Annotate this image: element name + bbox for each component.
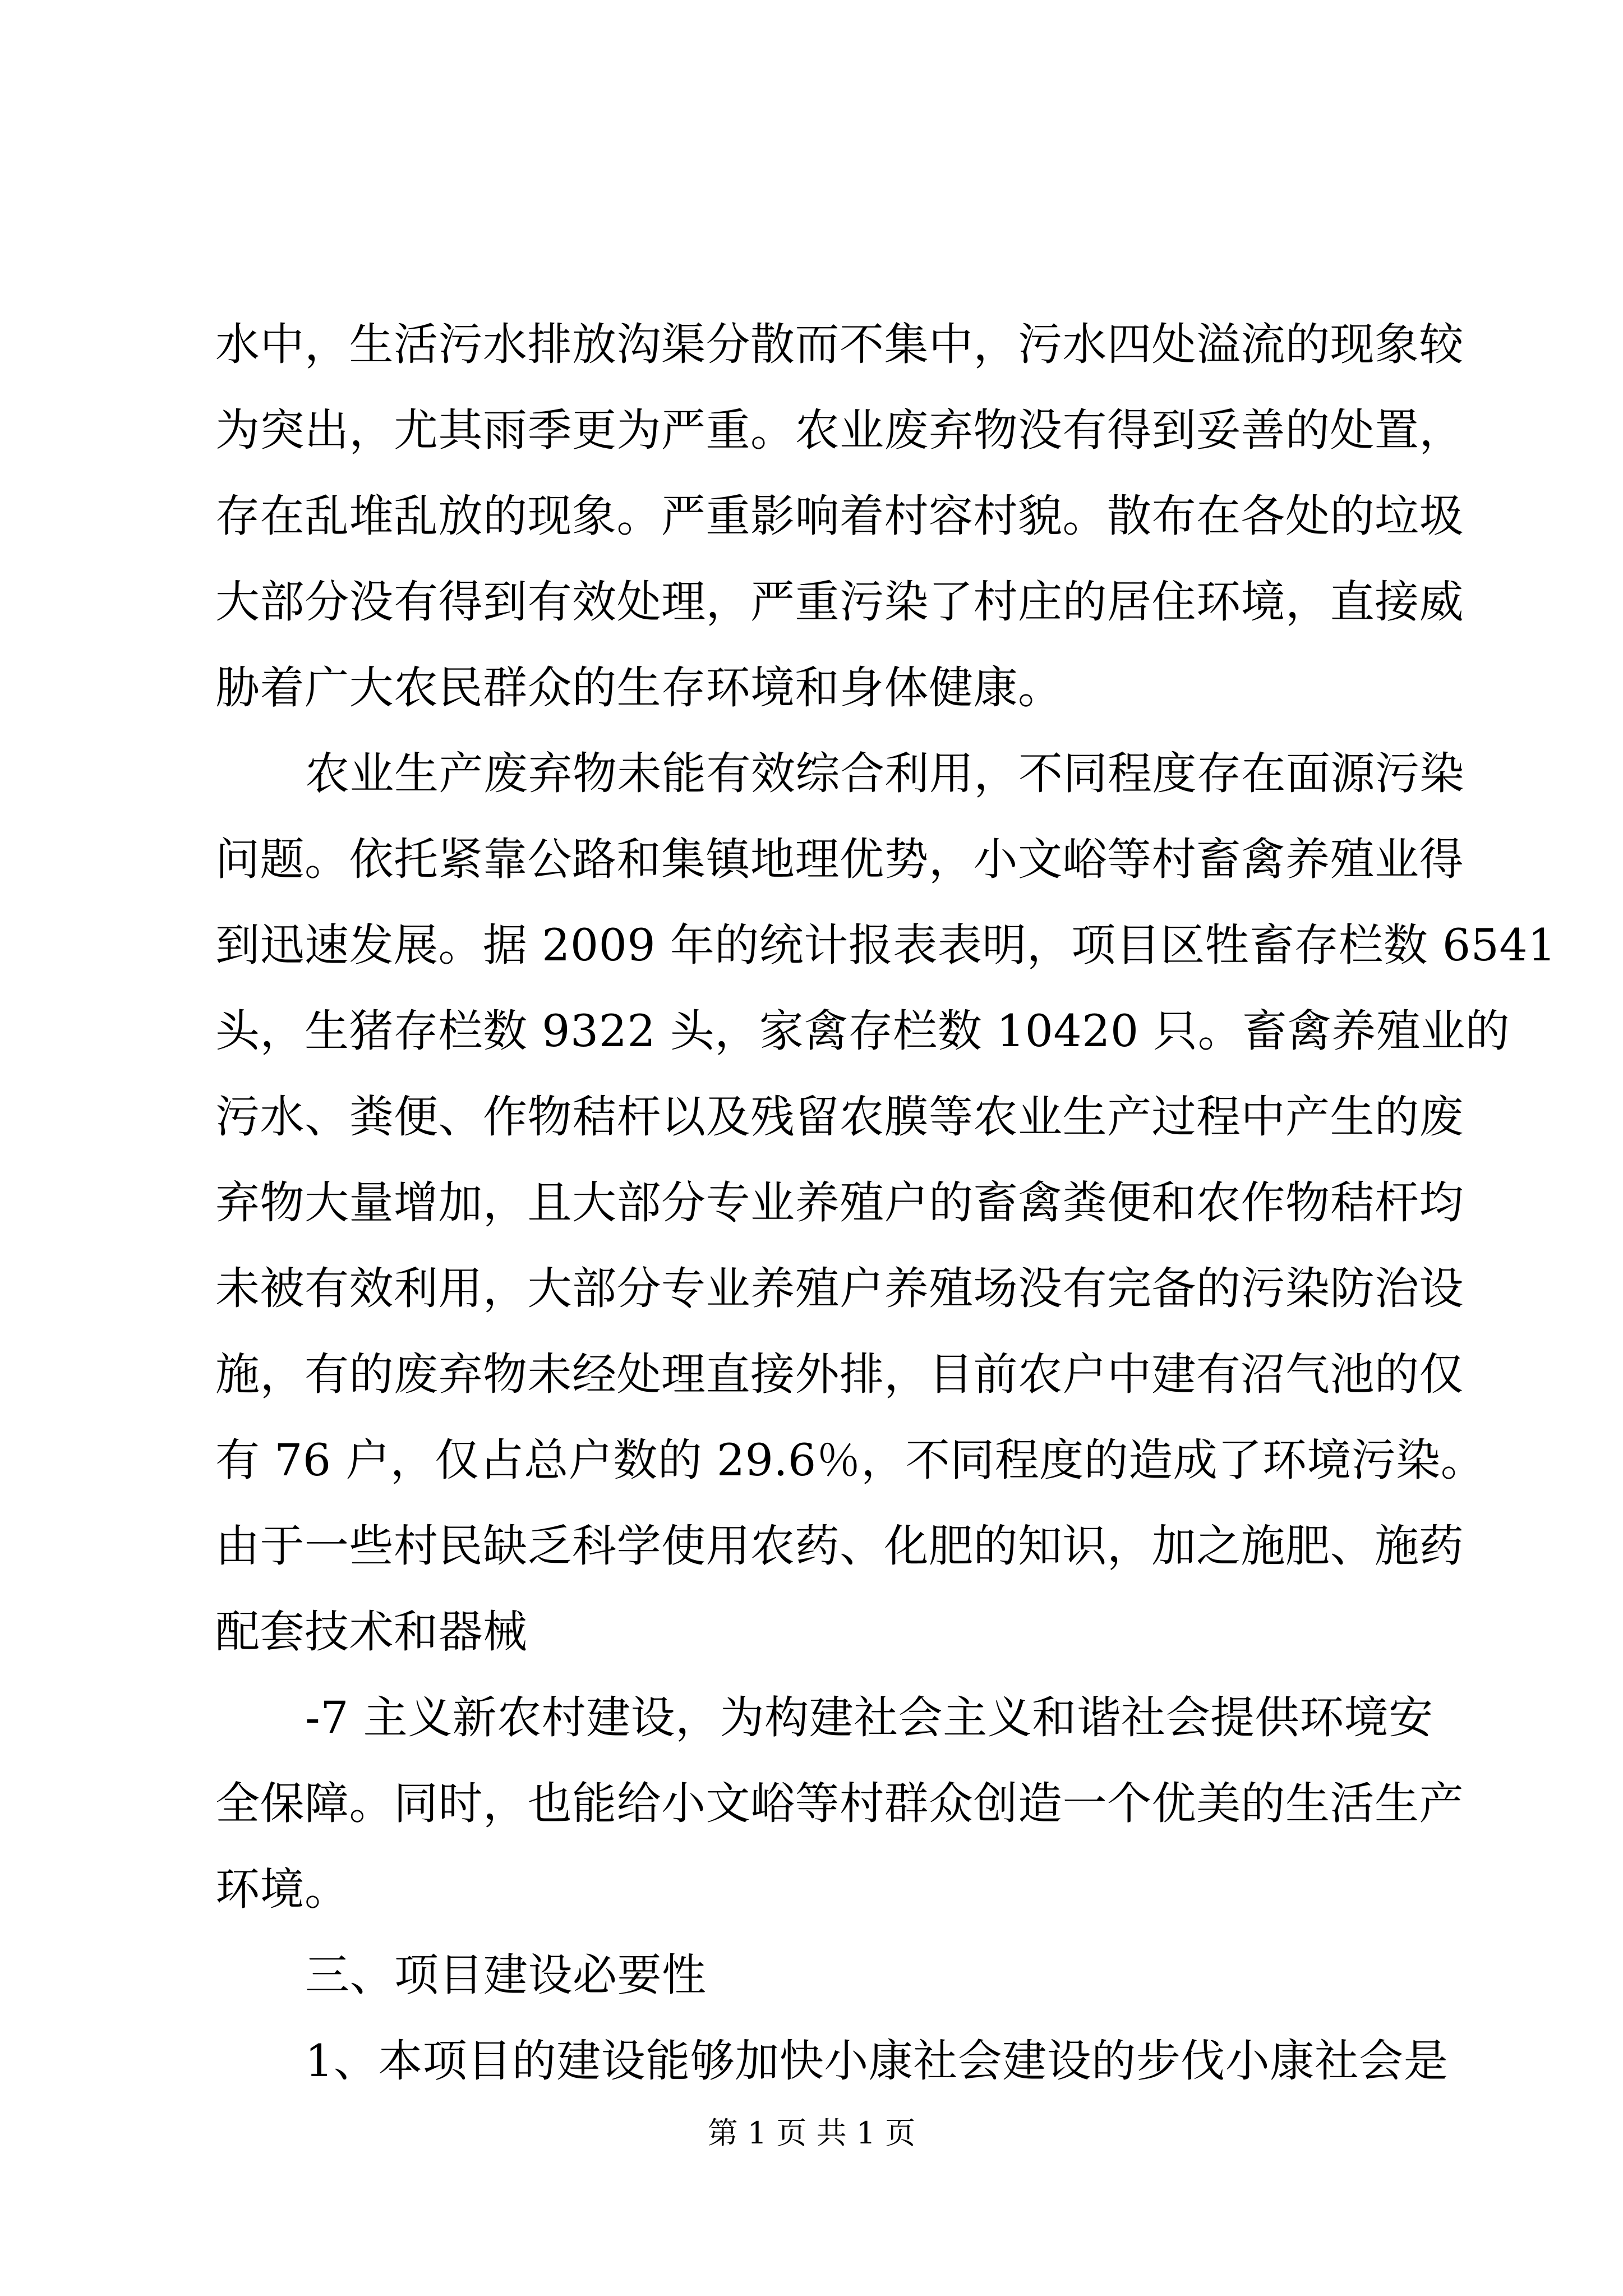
text-line: 大部分没有得到有效处理，严重污染了村庄的居住环境，直接威 bbox=[215, 576, 1464, 628]
text-line: 环境。 bbox=[215, 1864, 349, 1915]
document-body bbox=[215, 302, 1556, 2104]
text-line: 头，生猪存栏数 9322 头，家禽存栏数 10420 只。畜禽养殖业的 bbox=[215, 1005, 1510, 1057]
text-line: 全保障。同时，也能给小文峪等村群众创造一个优美的生活生产 bbox=[215, 1778, 1464, 1829]
text-line: 存在乱堆乱放的现象。严重影响着村容村貌。散布在各处的垃圾 bbox=[215, 490, 1464, 542]
text-line: 由于一些村民缺乏科学使用农药、化肥的知识，加之施肥、施药 bbox=[215, 1520, 1464, 1572]
paragraph-first-line: 农业生产废弃物未能有效综合利用，不同程度存在面源污染 bbox=[305, 748, 1464, 799]
text-line: 污水、粪便、作物秸杆以及残留农膜等农业生产过程中产生的废 bbox=[215, 1091, 1464, 1143]
section-heading: 三、项目建设必要性 bbox=[305, 1949, 707, 2001]
text-line: 为突出，尤其雨季更为严重。农业废弃物没有得到妥善的处置， bbox=[215, 404, 1464, 456]
text-line: 有 76 户，仅占总户数的 29.6％，不同程度的造成了环境污染。 bbox=[215, 1434, 1486, 1486]
paragraph-first-line: 1、本项目的建设能够加快小康社会建设的步伐小康社会是 bbox=[305, 2035, 1449, 2087]
text-line: 弃物大量增加，且大部分专业养殖户的畜禽粪便和农作物秸杆均 bbox=[215, 1177, 1464, 1228]
text-line: 问题。依托紧靠公路和集镇地理优势，小文峪等村畜禽养殖业得 bbox=[215, 834, 1464, 885]
text-line: 未被有效利用，大部分专业养殖户养殖场没有完备的污染防治设 bbox=[215, 1263, 1464, 1314]
text-line: 到迅速发展。据 2009 年的统计报表表明，项目区牲畜存栏数 6541 bbox=[215, 919, 1556, 971]
text-line: 胁着广大农民群众的生存环境和身体健康。 bbox=[215, 662, 1063, 714]
text-line: 水中，生活污水排放沟渠分散而不集中，污水四处溢流的现象较 bbox=[215, 319, 1464, 370]
paragraph-first-line: -7 主义新农村建设，为构建社会主义和谐社会提供环境安 bbox=[305, 1692, 1433, 1743]
page-footer: 第 1 页 共 1 页 bbox=[707, 2115, 916, 2151]
text-line: 配套技术和器械 bbox=[215, 1606, 528, 1658]
text-line: 施，有的废弃物未经处理直接外排，目前农户中建有沼气池的仅 bbox=[215, 1349, 1464, 1400]
